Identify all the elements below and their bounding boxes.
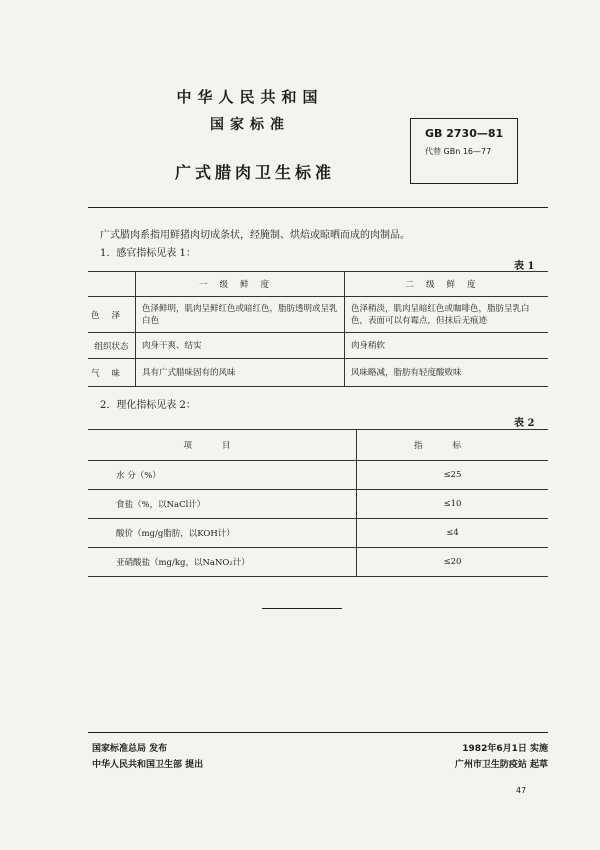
table-cell: 亚硝酸盐（mg/kg，以NaNO₂计） <box>88 548 357 577</box>
footer-divider <box>88 732 548 733</box>
table-header-row <box>88 430 548 461</box>
drafter: 广州市卫生防疫站 起草 <box>454 760 548 770</box>
table-cell: 具有广式腊味固有的风味 <box>136 359 345 387</box>
table-row <box>88 519 548 548</box>
replaces-code: 代替 GBn 16—77 <box>425 147 492 156</box>
table-cell: 肉身稍软 <box>345 333 549 359</box>
table-cell: ≤25 <box>357 461 549 490</box>
table-row <box>88 297 548 333</box>
table-cell: 色泽 <box>88 297 136 333</box>
table-cell: 风味略减，脂肪有轻度酸败味 <box>345 359 549 387</box>
table-header-cell <box>88 272 136 297</box>
table-cell: 气味 <box>88 359 136 387</box>
table-row <box>88 461 548 490</box>
table-cell: 色泽稍淡，肌肉呈暗红色或咖啡色，脂肪呈乳白色，表面可以有霉点，但抹后无痕迹 <box>345 297 549 333</box>
page-number: 47 <box>516 786 527 795</box>
intro-paragraph: 广式腊肉系指用鲜猪肉切成条状，经腌制、烘焙或晾晒而成的肉制品。 <box>100 230 410 241</box>
table-row <box>88 359 548 387</box>
table-header-row <box>88 272 548 297</box>
standard-code: GB 2730—81 <box>425 127 504 140</box>
table-cell: 组织状态 <box>88 333 136 359</box>
standard-type: 国家标准 <box>210 117 290 133</box>
proposer: 中华人民共和国卫生部 提出 <box>92 760 204 770</box>
country-title: 中华人民共和国 <box>176 88 324 106</box>
table-cell: ≤20 <box>357 548 549 577</box>
table-header-cell: 指标 <box>357 430 549 461</box>
table-cell: 食盐（%，以NaCl计） <box>88 490 357 519</box>
physicochemical-table <box>88 429 548 577</box>
table-header-cell: 二级鲜度 <box>345 272 549 297</box>
table-header-cell: 项目 <box>88 430 357 461</box>
table-cell: 水 分（%） <box>88 461 357 490</box>
end-divider <box>262 608 342 609</box>
table-2-label: 表 2 <box>514 418 535 429</box>
sensory-table <box>88 271 548 387</box>
document-title: 广式腊肉卫生标准 <box>174 163 335 182</box>
table-header-cell: 一级鲜度 <box>136 272 345 297</box>
issuer: 国家标准总局 发布 <box>92 744 168 754</box>
table-cell: 色泽鲜明，肌肉呈鲜红色或暗红色，脂肪透明或呈乳白色 <box>136 297 345 333</box>
table-cell: 酸价（mg/g脂肪，以KOH计） <box>88 519 357 548</box>
section-2-heading: 2．理化指标见表 2： <box>100 400 196 411</box>
table-row <box>88 490 548 519</box>
table-1-label: 表 1 <box>514 261 535 272</box>
effective-date: 1982年6月1日 实施 <box>462 744 548 754</box>
table-cell: ≤4 <box>357 519 549 548</box>
standard-code-box <box>410 118 518 184</box>
table-cell: 肉身干爽、结实 <box>136 333 345 359</box>
table-cell: ≤10 <box>357 490 549 519</box>
header-divider <box>88 207 548 208</box>
table-row <box>88 548 548 577</box>
table-row <box>88 333 548 359</box>
section-1-heading: 1．感官指标见表 1： <box>100 248 196 259</box>
